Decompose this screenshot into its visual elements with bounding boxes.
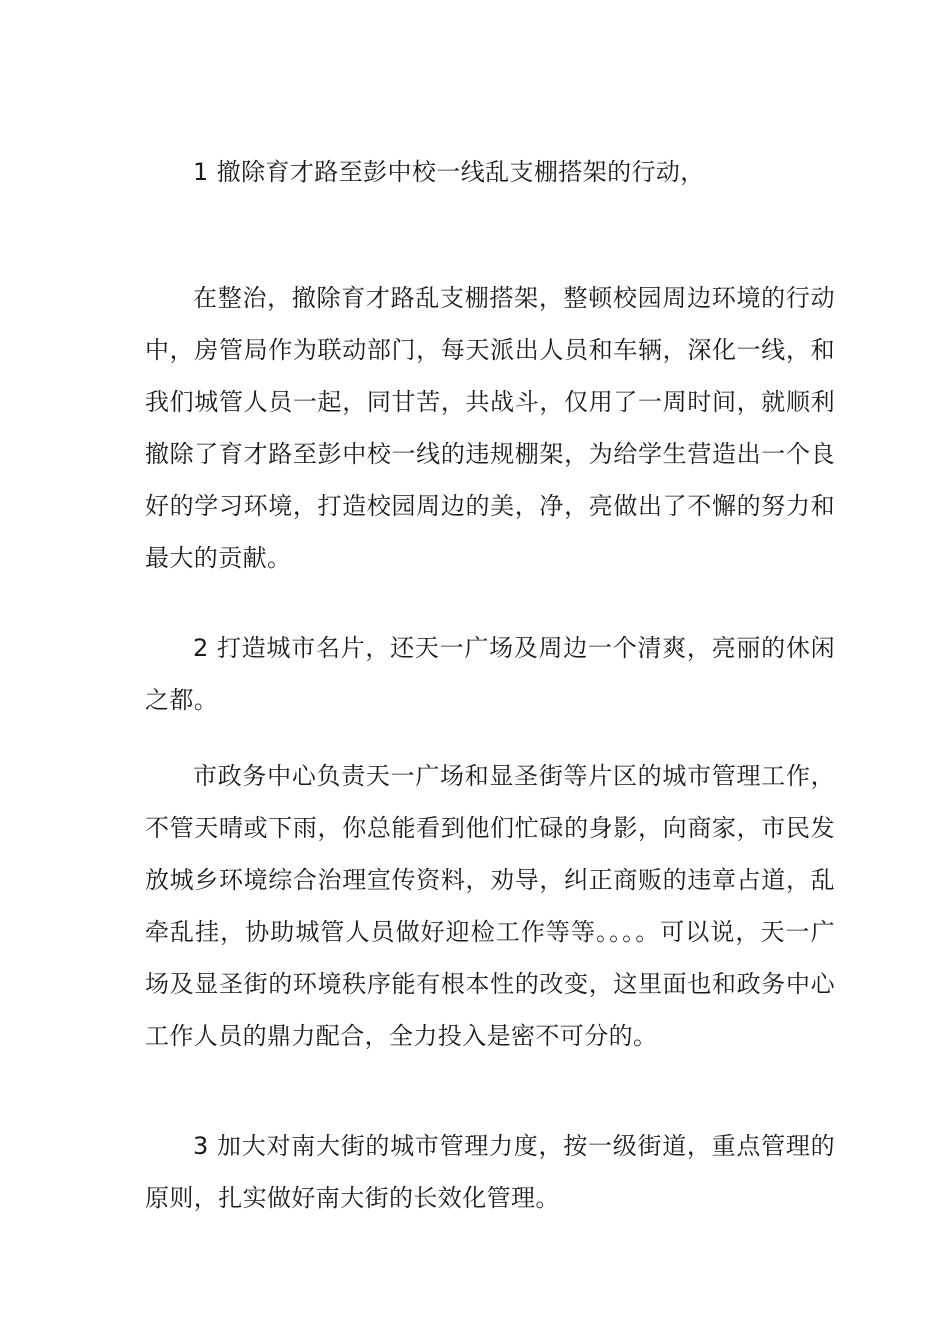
paragraph-body-2: 市政务中心负责天一广场和显圣街等片区的城市管理工作，不管天晴或下雨，你总能看到他们忙碌的身影，向商家，市民发放城乡环境综合治理宣传资料，劝导，纠正商贩的违章占道，乱牵乱挂，协助城管人员做好迎检工作等等。。。。可以说，天一广场及显圣街的环境秩序能有根本性的改变，这里面也和政务中心工作人员的鼎力配合，全力投入是密不可分的。 <box>145 762 835 1050</box>
paragraph-heading-1: 1 撤除育才路至彭中校一线乱支棚搭架的行动， <box>193 158 705 186</box>
paragraph-heading-3: 3 加大对南大街的城市管理力度，按一级街道，重点管理的原则，扎实做好南大街的长效化管理。 <box>145 1132 835 1212</box>
paragraph-body-1: 在整治，撤除育才路乱支棚搭架，整顿校园周边环境的行动中，房管局作为联动部门，每天派出人员和车辆，深化一线，和我们城管人员一起，同甘苦，共战斗，仅用了一周时间，就顺利撤除了育才路至彭中校一线的违规棚架，为给学生营造出一个良好的学习环境，打造校园周边的美，净，亮做出了不懈的努力和最大的贡献。 <box>145 284 835 572</box>
paragraph-heading-2: 2 打造城市名片，还天一广场及周边一个清爽，亮丽的休闲之都。 <box>145 634 835 714</box>
